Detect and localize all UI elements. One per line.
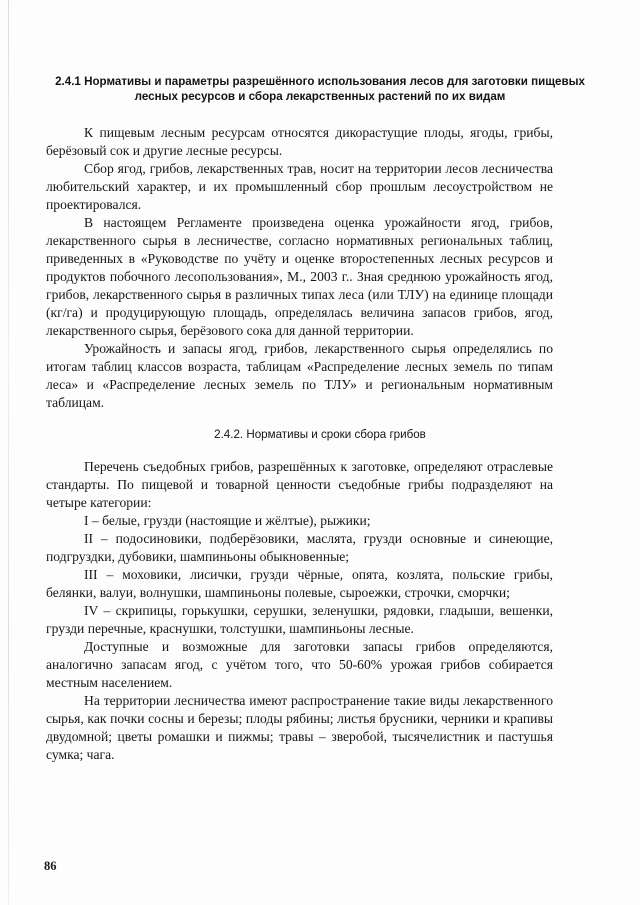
- category-item: I – белые, грузди (настоящие и жёлтые), рыжики;: [84, 513, 371, 528]
- category-item: II – подосиновики, подберёзовики, маслята, грузди основные и синеющие, подгруздки, дубовики, шампиньоны обыкновенные;: [46, 531, 553, 564]
- paragraph: В настоящем Регламенте произведена оценка урожайности ягод, грибов, лекарственного сырья в лесничестве, согласно нормативных региональных таблиц, приведенных в «Руководстве по учёту и оценке второстепенных лесных ресурсов и продуктов побочного лесопользования», М., 2003 г.. Зная среднюю урожайность ягод, грибов, лекарственного сырья в различных типах леса (или ТЛУ) на единице площади (кг/га) и продуцирующую площадь, определялась величина запасов грибов, ягод, лекарственного сырья, берёзового сока для данной территории.: [46, 215, 553, 338]
- paragraph: На территории лесничества имеют распространение такие виды лекарственного сырья, как почки сосны и березы; плоды рябины; листья брусники, черники и крапивы двудомной; цветы ромашки и пижмы; травы – зверобой, тысячелистник и пастушья сумка; чага.: [46, 693, 553, 762]
- section-heading: 2.4.1 Нормативы и параметры разрешённого использования лесов для заготовки пищевых лесных ресурсов и сбора лекарственных растений по их видам: [55, 75, 585, 103]
- page-number: 86: [44, 859, 57, 873]
- paragraph: К пищевым лесным ресурсам относятся дикорастущие плоды, ягоды, грибы, берёзовый сок и другие лесные ресурсы.: [46, 125, 553, 158]
- category-item: III – моховики, лисички, грузди чёрные, опята, козлята, польские грибы, белянки, валуи, волнушки, шампиньоны полевые, сыроежки, строчки, сморчки;: [46, 567, 553, 600]
- subsection-body: [46, 458, 553, 764]
- subsection-heading: 2.4.2. Нормативы и сроки сбора грибов: [214, 428, 426, 441]
- paragraph: Перечень съедобных грибов, разрешённых к заготовке, определяют отраслевые стандарты. По пищевой и товарной ценности съедобные грибы подразделяют на четыре категории:: [46, 459, 553, 510]
- category-item: IV – скрипицы, горькушки, серушки, зеленушки, рядовки, гладыши, вешенки, грузди перечные, краснушки, толстушки, шампиньоны лесные.: [46, 603, 553, 636]
- paragraph: Доступные и возможные для заготовки запасы грибов определяются, аналогично запасам ягод, с учётом того, что 50-60% урожая грибов собирается местным населением.: [46, 639, 553, 690]
- section-body: [46, 124, 553, 412]
- paragraph: Урожайность и запасы ягод, грибов, лекарственного сырья определялись по итогам таблиц классов возраста, таблицам «Распределение лесных земель по типам леса» и «Распределение лесных земель по ТЛУ» и региональным нормативным таблицам.: [46, 341, 553, 410]
- scan-edge-line: [8, 0, 9, 905]
- paragraph: Сбор ягод, грибов, лекарственных трав, носит на территории лесов лесничества любительский характер, и их промышленный сбор прошлым лесоустройством не проектировался.: [46, 161, 553, 212]
